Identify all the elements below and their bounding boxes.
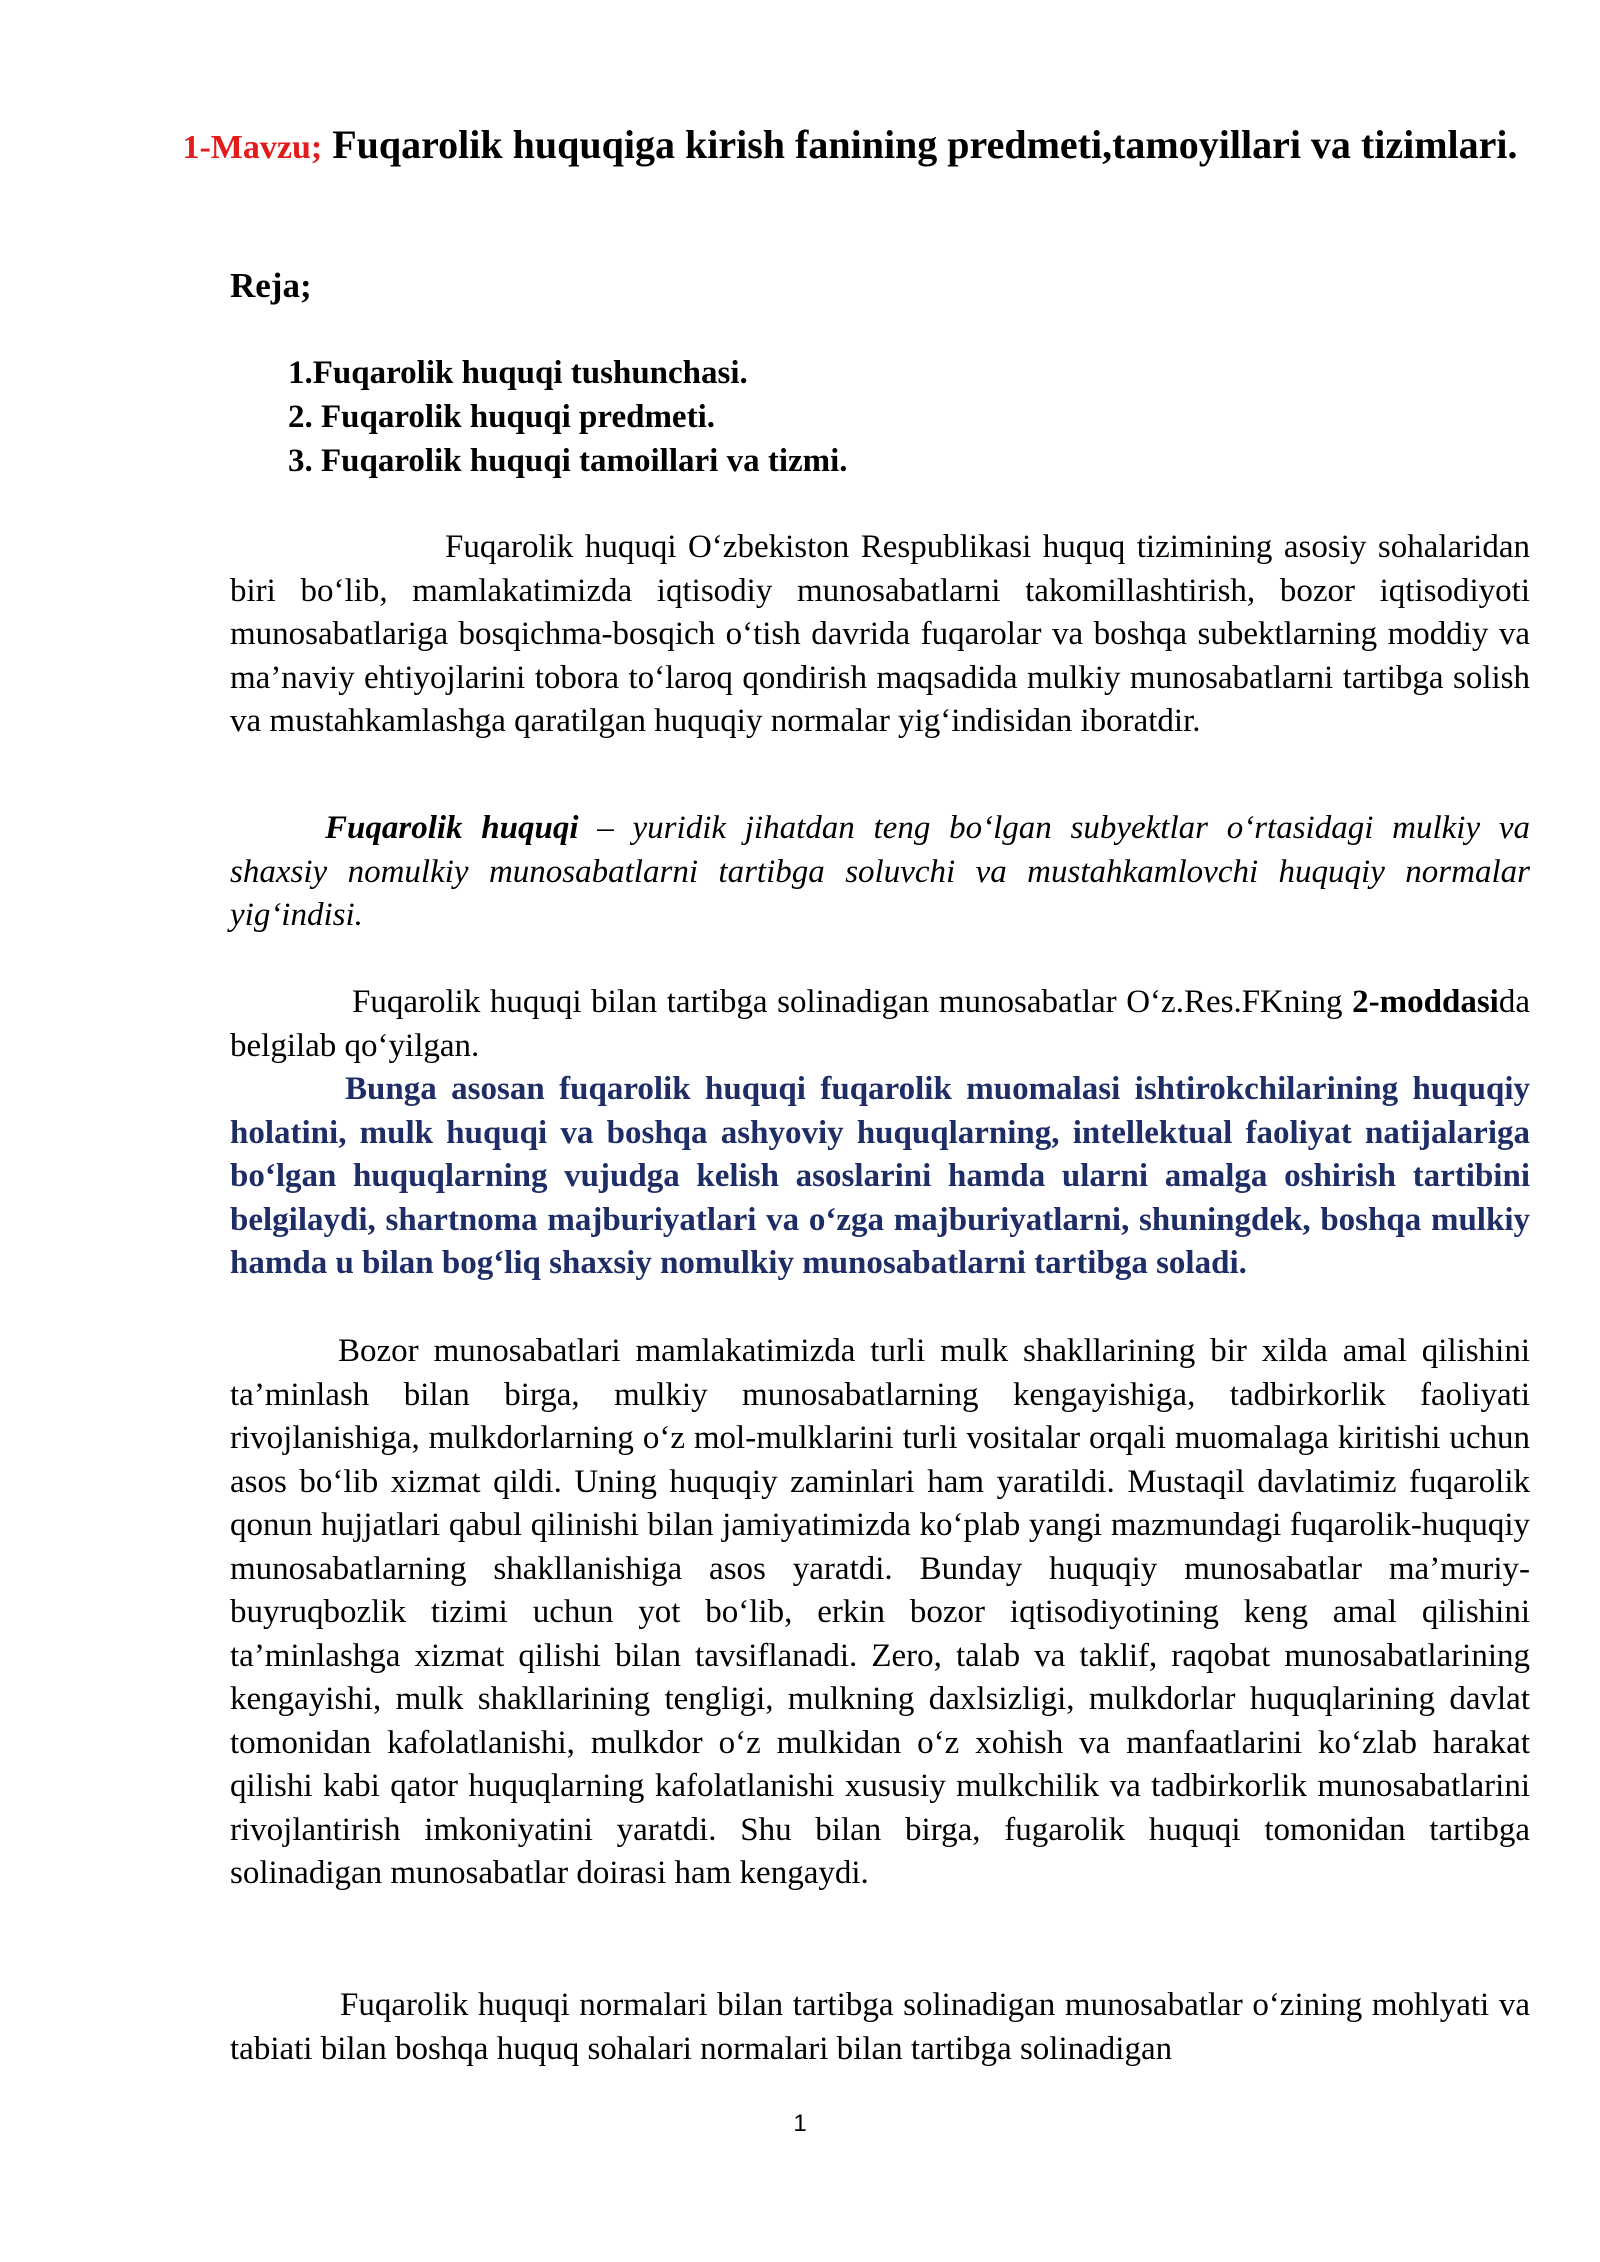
article-reference-end: da belgilab qo‘yilgan. (230, 984, 1530, 1064)
plan-item: 3. Fuqarolik huquqi tamoillari va tizmi. (288, 443, 848, 479)
article-reference-paragraph (230, 981, 1530, 1068)
page-number: 1 (793, 2110, 807, 2137)
plan-item: 2. Fuqarolik huquqi predmeti. (288, 399, 715, 435)
plan-heading: Reja; (230, 266, 312, 305)
topic-number: 1-Mavzu; (182, 129, 323, 166)
article-reference-bold: 2-moddasi (1352, 984, 1499, 1020)
article-reference-start: Fuqarolik huquqi bilan tartibga solinadigan munosabatlar O‘z.Res.FKning (352, 984, 1353, 1020)
plan-list (288, 351, 848, 483)
body-paragraph-continued: Fuqarolik huquqi normalari bilan tartibga solinadigan munosabatlar o‘zining mohlyati va tabiati bilan boshqa huquq sohalari normalari bilan tartibga solinadigan (230, 1987, 1530, 2067)
page-title (160, 124, 1540, 169)
topic-title: Fuqarolik huquqiga kirish fanining predmeti,tamoyillari va tizimlari. (332, 122, 1518, 167)
definition-term: Fuqarolik huquqi (325, 810, 579, 846)
highlighted-paragraph: Bunga asosan fuqarolik huquqi fuqarolik muomalasi ishtirokchilarining huquqiy holatini, mulk huquqi va boshqa ashyoviy huquqlarning, intellektual faoliyat natijalariga bo‘lgan huquqlarning vujudga kelish asoslarini hamda ularni amalga oshirish tartibini belgilaydi, shartnoma majburiyatlari va o‘zga majburiyatlarni, shuningdek, boshqa mulkiy hamda u bilan bog‘liq shaxsiy nomulkiy munosabatlarni tartibga soladi. (230, 1071, 1530, 1281)
definition-paragraph (230, 807, 1530, 938)
definition-text: – yuridik jihatdan teng bo‘lgan subyektlar o‘rtasidagi mulkiy va shaxsiy nomulkiy munosabatlarni tartibga soluvchi va mustahkamlovchi huquqiy normalar yig‘indisi. (230, 810, 1530, 933)
intro-paragraph: Fuqarolik huquqi O‘zbekiston Respublikasi huquq tizimining asosiy sohalaridan biri bo‘lib, mamlakatimizda iqtisodiy munosabatlarni takomillashtirish, bozor iqtisodiyoti munosabatlariga bosqichma-bosqich o‘tish davrida fuqarolar va boshqa subektlarning moddiy va ma’naviy ehtiyojlarini tobora to‘laroq qondirish maqsadida mulkiy munosabatlarni tartibga solish va mustahkamlashga qaratilgan huquqiy normalar yig‘indisidan iboratdir. (230, 529, 1530, 739)
body-paragraph: Bozor munosabatlari mamlakatimizda turli mulk shakllarining bir xilda amal qilishini ta’minlash bilan birga, mulkiy munosabatlarning kengayishiga, tadbirkorlik faoliyati rivojlanishiga, mulkdorlarning o‘z mol-mulklarini turli vositalar orqali muomalaga kiritishi uchun asos bo‘lib xizmat qildi. Uning huquqiy zaminlari ham yaratildi. Mustaqil davlatimiz fuqarolik qonun hujjatlari qabul qilinishi bilan jamiyatimizda ko‘plab yangi mazmundagi fuqarolik-huquqiy munosabatlarning shakllanishiga asos yaratdi. Bunday huquqiy munosabatlar ma’muriy- buyruqbozlik tizimi uchun yot bo‘lib, erkin bozor iqtisodiyotining keng amal qilishini ta’minlashga xizmat qilishi bilan tavsiflanadi. Zero, talab va taklif, raqobat munosabatlarining kengayishi, mulk shakllarining tengligi, mulkning daxlsizligi, mulkdorlar huquqlarining davlat tomonidan kafolatlanishi, mulkdor o‘z mulkidan o‘z xohish va manfaatlarini ko‘zlab harakat qilishi kabi qator huquqlarning kafolatlanishi xususiy mulkchilik va tadbirkorlik munosabatlarini rivojlantirish imkoniyatini yaratdi. Shu bilan birga, fugarolik huquqi tomonidan tartibga solinadigan munosabatlar doirasi ham kengaydi. (230, 1333, 1530, 1891)
plan-item: 1.Fuqarolik huquqi tushunchasi. (288, 355, 748, 391)
